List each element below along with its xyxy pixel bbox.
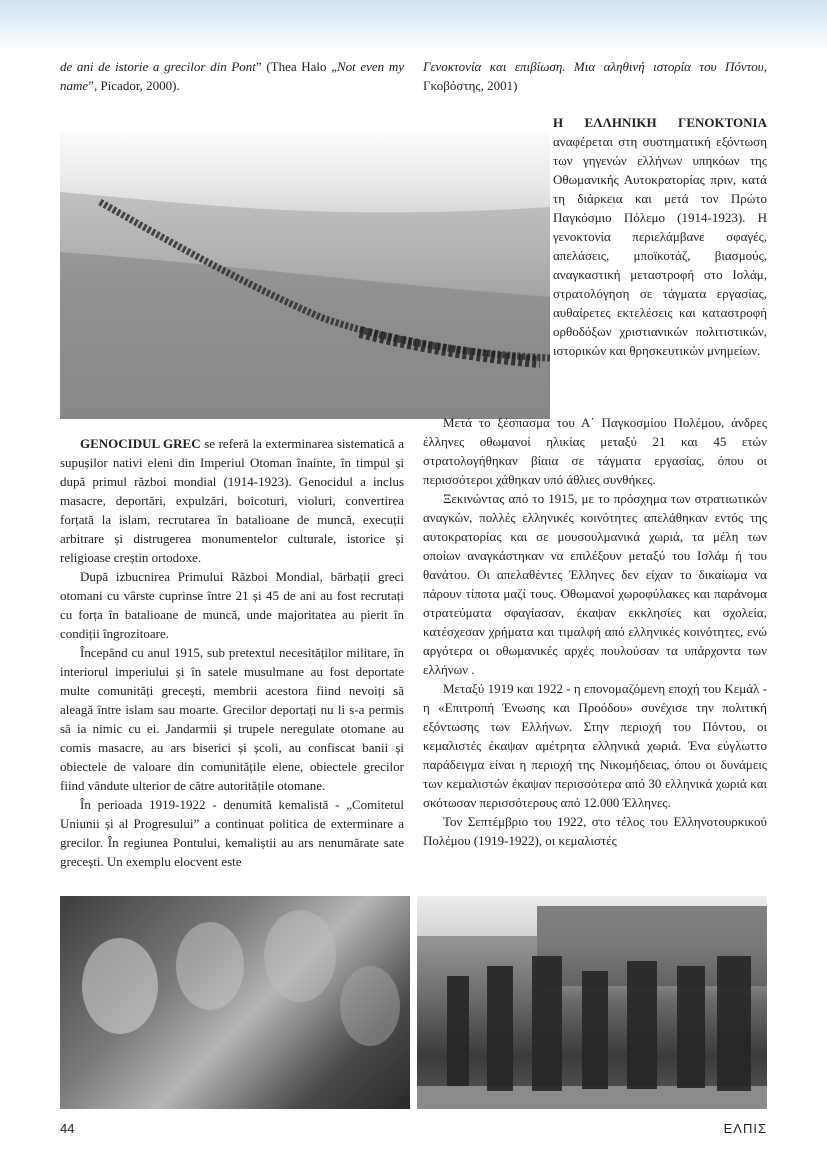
citation-text: ” (Thea Halo „	[255, 59, 337, 74]
greek-book-title: Γενοκτονία και επιβίωση. Μια αληθινή ιστορία του Πόντου,	[423, 59, 767, 74]
ro-paragraph-1: se referă la exterminarea sistematică a supușilor nativi eleni din Imperiul Otoman înainte, în timpul și după primul război mondial (1914-1923). Genocidul a inclus masacre, deportări, expulzări, boicoturi, violuri, convertirea forțată la islam, recrutarea în batalioane de muncă, execuții arbitrare și distrugerea monumentelor culturale, istorice și religioase creștin ortodoxe.	[60, 436, 404, 565]
ro-paragraph-2: După izbucnirea Primului Război Mondial, bărbații greci otomani cu vârste cuprinse între 21 și 45 de ani au fost recrutați cu forța în batalioane de muncă, unde majoritatea au pierit în condiții îngrozitoare.	[60, 569, 404, 641]
pontus-phrase: de ani de istorie a grecilor din Pont	[60, 59, 256, 74]
header-band	[0, 0, 827, 52]
greek-genocide-intro-text: αναφέρεται στη συστηματική εξόντωση των γηγενών ελλήνων υπηκόων της Οθωμανικής Αυτοκρατορίας πριν, κατά τη διάρκεια και μετά τον Πρώτο Παγκόσμιο Πόλεμο (1914-1923). Η γενοκτονία περιελάμβανε σφαγές, απελάσεις, μποϊκοτάζ, βιασμούς, αναγκαστική μεταστροφή στο Ισλάμ, στρατολόγηση σε τάγματα εργασίας, αυθαίρετες εκτελέσεις και καταστροφή ορθοδόξων χριστιανικών πολιτιστικών, ιστορικών και θρησκευτικών μνημείων.	[553, 134, 767, 358]
page-number: 44	[60, 1121, 75, 1136]
book-title: Not even my name	[60, 59, 404, 93]
ro-paragraph-3: Începând cu anul 1915, sub pretextul necesităților militare, în interiorul imperiului și în satele musulmane au fost deportate multe comunități grecești, membrii acestora fiind nevoiți să aleagă între islam sau moarte. Grecilor deportați nu li s-a permis să ia nimic cu ei. Jandarmii și trupele neregulate otomane au comis masacre, au ars biserici și școli, au confiscat banii și obiectele de valoare din comunitățile elene, obiectele grecilor fiind vândute ulterior de către autoritățile otomane.	[60, 645, 404, 793]
greek-citation-tail: Γκοβόστης, 2001)	[423, 78, 518, 93]
train-deportees-photo	[417, 896, 767, 1109]
ro-paragraph-4: În perioada 1919-1922 - denumită kemalistă - „Comitetul Uniunii și al Progresului” a continuat politica de exterminare a grecilor. În regiunea Pontului, kemaliștii au ars nenumărate sate grecești. Un exemplu elocvent este	[60, 797, 404, 869]
gr-paragraph-3: Μεταξύ 1919 και 1922 - η επονομαζόμενη εποχή του Κεμάλ - η «Επιτροπή Ένωσης και Προόδου» συνέχισε την πολιτική εξόντωσης των Ελλήνων. Στην περιοχή του Πόντου, οι κεμαλιστές έκαψαν αμέτρητα ελληνικά χωριά. Ένα εύγλωττο παράδειγμα είναι η περιοχή της Νικομήδειας, όπου οι δυνάμεις των κεμαλιστών έκαψαν περισσότερα από 30 ελληνικά χωριά και σκότωσαν περισσότερους από 12.000 Έλληνες.	[423, 681, 767, 810]
greek-genocide-intro	[553, 113, 767, 360]
gr-paragraph-4: Τον Σεπτέμβριο του 1922, στο τέλος του Ελληνοτουρκικού Πολέμου (1919-1922), οι κεμαλιστές	[423, 814, 767, 848]
left-top-continuation	[60, 57, 404, 95]
children-photo	[60, 896, 410, 1109]
right-top-continuation	[423, 57, 767, 95]
greek-article-column	[423, 413, 767, 850]
greek-genocide-heading: Η ΕΛΛΗΝΙΚΗ ΓΕΝΟΚΤΟΝΙΑ	[553, 115, 767, 130]
deportation-march-photo	[60, 132, 550, 419]
greek-genocide-heading-ro: GENOCIDUL GREC	[80, 436, 201, 451]
magazine-name: ΕΛΠΙΣ	[723, 1121, 767, 1136]
gr-paragraph-1: Μετά το ξέσπασμα του Α΄ Παγκοσμίου Πολέμου, άνδρες έλληνες οθωμανοί ηλικίας μεταξύ 21 και 45 ετών στρατολογήθηκαν βίαια σε τάγματα εργασίας, όπου οι περισσότεροι χάθηκαν υπό άθλιες συνθήκες.	[423, 415, 767, 487]
romanian-article-column	[60, 434, 404, 871]
citation-tail: ”, Picador, 2000).	[88, 78, 180, 93]
gr-paragraph-2: Ξεκινώντας από το 1915, με το πρόσχημα των στρατιωτικών αναγκών, πολλές ελληνικές κοινότητες απελάθηκαν εντός της αυτοκρατορίας και σε μουσουλμανικά χωριά, τα μέλη των οποίων αναγκάστηκαν να επιλέξουν μεταξύ του Ισλάμ ή του θανάτου. Οι απελαθέντες Έλληνες δεν είχαν το δικαίωμα να πάρουν τίποτα μαζί τους. Οθωμανοί χωροφύλακες και παράνομα στρατεύματα σφαγίασαν, έκαψαν εκκλησίες και σχολεία, κατέσχεσαν χρήματα και τιμαλφή από ελληνικές κοινότητες, ενώ αργότερα οι οθωμανικές αρχές πουλούσαν τα υπάρχοντα των ελλήνων .	[423, 491, 767, 677]
